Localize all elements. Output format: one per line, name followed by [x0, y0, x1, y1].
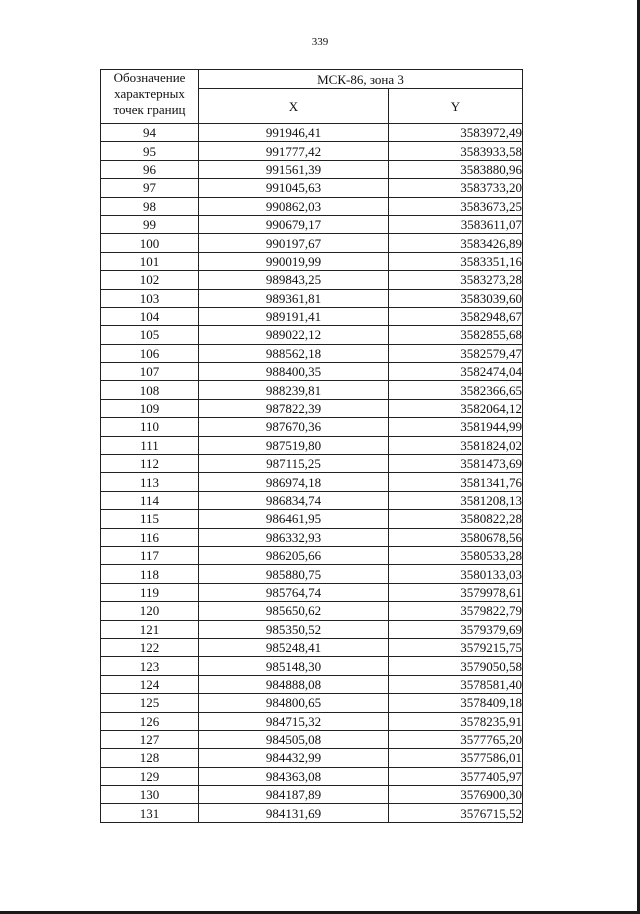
point-id-cell: 109 [101, 399, 199, 417]
point-id-cell: 114 [101, 491, 199, 509]
table-row [101, 326, 523, 344]
y-coordinate-cell: 3581341,76 [389, 473, 523, 491]
y-coordinate-cell: 3578581,40 [389, 675, 523, 693]
x-coordinate-cell: 988400,35 [199, 363, 389, 381]
y-coordinate-cell: 3581824,02 [389, 436, 523, 454]
y-coordinate-cell: 3583880,96 [389, 160, 523, 178]
table-row [101, 455, 523, 473]
y-coordinate-cell: 3583933,58 [389, 142, 523, 160]
x-coordinate-cell: 986834,74 [199, 491, 389, 509]
y-coordinate-cell: 3583611,07 [389, 215, 523, 233]
point-id-cell: 102 [101, 271, 199, 289]
point-id-cell: 123 [101, 657, 199, 675]
x-coordinate-cell: 987519,80 [199, 436, 389, 454]
x-coordinate-cell: 985350,52 [199, 620, 389, 638]
point-id-cell: 99 [101, 215, 199, 233]
point-id-cell: 119 [101, 583, 199, 601]
table-row [101, 215, 523, 233]
table-row [101, 363, 523, 381]
y-coordinate-cell: 3577405,97 [389, 767, 523, 785]
table-row [101, 638, 523, 656]
point-id-cell: 129 [101, 767, 199, 785]
y-coordinate-cell: 3579822,79 [389, 602, 523, 620]
y-coordinate-cell: 3583351,16 [389, 252, 523, 270]
header-x: X [199, 89, 389, 124]
table-row [101, 730, 523, 748]
table-row [101, 179, 523, 197]
point-id-cell: 127 [101, 730, 199, 748]
x-coordinate-cell: 990862,03 [199, 197, 389, 215]
x-coordinate-cell: 989191,41 [199, 307, 389, 325]
x-coordinate-cell: 991561,39 [199, 160, 389, 178]
x-coordinate-cell: 988239,81 [199, 381, 389, 399]
y-coordinate-cell: 3579978,61 [389, 583, 523, 601]
x-coordinate-cell: 991946,41 [199, 124, 389, 142]
point-id-cell: 111 [101, 436, 199, 454]
point-id-cell: 106 [101, 344, 199, 362]
point-id-cell: 110 [101, 418, 199, 436]
y-coordinate-cell: 3579050,58 [389, 657, 523, 675]
table-row [101, 767, 523, 785]
x-coordinate-cell: 985148,30 [199, 657, 389, 675]
point-id-cell: 116 [101, 528, 199, 546]
point-id-cell: 128 [101, 749, 199, 767]
point-id-cell: 97 [101, 179, 199, 197]
point-id-cell: 104 [101, 307, 199, 325]
point-id-cell: 100 [101, 234, 199, 252]
x-coordinate-cell: 985650,62 [199, 602, 389, 620]
y-coordinate-cell: 3583673,25 [389, 197, 523, 215]
point-id-cell: 130 [101, 786, 199, 804]
x-coordinate-cell: 985880,75 [199, 565, 389, 583]
table-row [101, 142, 523, 160]
y-coordinate-cell: 3582855,68 [389, 326, 523, 344]
y-coordinate-cell: 3580533,28 [389, 546, 523, 564]
point-id-cell: 131 [101, 804, 199, 822]
point-id-cell: 98 [101, 197, 199, 215]
y-coordinate-cell: 3582474,04 [389, 363, 523, 381]
table-row [101, 491, 523, 509]
table-row [101, 749, 523, 767]
x-coordinate-cell: 984187,89 [199, 786, 389, 804]
table-row [101, 399, 523, 417]
y-coordinate-cell: 3583273,28 [389, 271, 523, 289]
point-id-cell: 94 [101, 124, 199, 142]
y-coordinate-cell: 3581944,99 [389, 418, 523, 436]
point-id-cell: 120 [101, 602, 199, 620]
y-coordinate-cell: 3580678,56 [389, 528, 523, 546]
x-coordinate-cell: 986332,93 [199, 528, 389, 546]
table-row [101, 675, 523, 693]
y-coordinate-cell: 3582366,65 [389, 381, 523, 399]
y-coordinate-cell: 3577586,01 [389, 749, 523, 767]
table-row [101, 546, 523, 564]
y-coordinate-cell: 3580133,03 [389, 565, 523, 583]
point-id-cell: 118 [101, 565, 199, 583]
x-coordinate-cell: 985248,41 [199, 638, 389, 656]
x-coordinate-cell: 988562,18 [199, 344, 389, 362]
point-id-cell: 124 [101, 675, 199, 693]
x-coordinate-cell: 989843,25 [199, 271, 389, 289]
table-row [101, 344, 523, 362]
y-coordinate-cell: 3583733,20 [389, 179, 523, 197]
point-id-cell: 115 [101, 510, 199, 528]
x-coordinate-cell: 984800,65 [199, 694, 389, 712]
point-id-cell: 105 [101, 326, 199, 344]
x-coordinate-cell: 991045,63 [199, 179, 389, 197]
y-coordinate-cell: 3579379,69 [389, 620, 523, 638]
point-id-cell: 121 [101, 620, 199, 638]
y-coordinate-cell: 3583426,89 [389, 234, 523, 252]
table-row [101, 160, 523, 178]
table-row [101, 124, 523, 142]
x-coordinate-cell: 984888,08 [199, 675, 389, 693]
y-coordinate-cell: 3581208,13 [389, 491, 523, 509]
table-row [101, 786, 523, 804]
table-row [101, 528, 523, 546]
table-row [101, 565, 523, 583]
y-coordinate-cell: 3576715,52 [389, 804, 523, 822]
table-row [101, 197, 523, 215]
point-id-cell: 108 [101, 381, 199, 399]
y-coordinate-cell: 3578409,18 [389, 694, 523, 712]
y-coordinate-cell: 3579215,75 [389, 638, 523, 656]
table-row [101, 583, 523, 601]
x-coordinate-cell: 984715,32 [199, 712, 389, 730]
table-row [101, 436, 523, 454]
y-coordinate-cell: 3576900,30 [389, 786, 523, 804]
table-row [101, 252, 523, 270]
y-coordinate-cell: 3582948,67 [389, 307, 523, 325]
table-row [101, 712, 523, 730]
y-coordinate-cell: 3578235,91 [389, 712, 523, 730]
header-point-id: Обозначение характерных точек границ [101, 70, 199, 124]
point-id-cell: 101 [101, 252, 199, 270]
table-row [101, 289, 523, 307]
x-coordinate-cell: 984432,99 [199, 749, 389, 767]
x-coordinate-cell: 991777,42 [199, 142, 389, 160]
page-number: 339 [311, 36, 329, 48]
table-row [101, 602, 523, 620]
table-body [101, 124, 523, 823]
point-id-cell: 95 [101, 142, 199, 160]
x-coordinate-cell: 984131,69 [199, 804, 389, 822]
x-coordinate-cell: 987822,39 [199, 399, 389, 417]
table-row [101, 307, 523, 325]
point-id-cell: 122 [101, 638, 199, 656]
table-row [101, 473, 523, 491]
table-row [101, 234, 523, 252]
x-coordinate-cell: 989361,81 [199, 289, 389, 307]
table-row [101, 657, 523, 675]
point-id-cell: 107 [101, 363, 199, 381]
x-coordinate-cell: 987670,36 [199, 418, 389, 436]
x-coordinate-cell: 990197,67 [199, 234, 389, 252]
header-coordinate-system: МСК-86, зона 3 [199, 70, 523, 89]
table-row [101, 271, 523, 289]
x-coordinate-cell: 987115,25 [199, 455, 389, 473]
x-coordinate-cell: 986461,95 [199, 510, 389, 528]
y-coordinate-cell: 3583039,60 [389, 289, 523, 307]
point-id-cell: 112 [101, 455, 199, 473]
y-coordinate-cell: 3583972,49 [389, 124, 523, 142]
x-coordinate-cell: 984363,08 [199, 767, 389, 785]
x-coordinate-cell: 990019,99 [199, 252, 389, 270]
x-coordinate-cell: 990679,17 [199, 215, 389, 233]
point-id-cell: 96 [101, 160, 199, 178]
table-row [101, 381, 523, 399]
point-id-cell: 126 [101, 712, 199, 730]
y-coordinate-cell: 3581473,69 [389, 455, 523, 473]
x-coordinate-cell: 986974,18 [199, 473, 389, 491]
x-coordinate-cell: 986205,66 [199, 546, 389, 564]
table-row [101, 510, 523, 528]
table-row [101, 418, 523, 436]
point-id-cell: 117 [101, 546, 199, 564]
y-coordinate-cell: 3577765,20 [389, 730, 523, 748]
x-coordinate-cell: 985764,74 [199, 583, 389, 601]
point-id-cell: 125 [101, 694, 199, 712]
x-coordinate-cell: 984505,08 [199, 730, 389, 748]
y-coordinate-cell: 3582064,12 [389, 399, 523, 417]
point-id-cell: 113 [101, 473, 199, 491]
header-y: Y [389, 89, 523, 124]
table-row [101, 804, 523, 822]
table-row [101, 694, 523, 712]
point-id-cell: 103 [101, 289, 199, 307]
coordinates-table [100, 69, 523, 823]
y-coordinate-cell: 3582579,47 [389, 344, 523, 362]
x-coordinate-cell: 989022,12 [199, 326, 389, 344]
table-row [101, 620, 523, 638]
y-coordinate-cell: 3580822,28 [389, 510, 523, 528]
